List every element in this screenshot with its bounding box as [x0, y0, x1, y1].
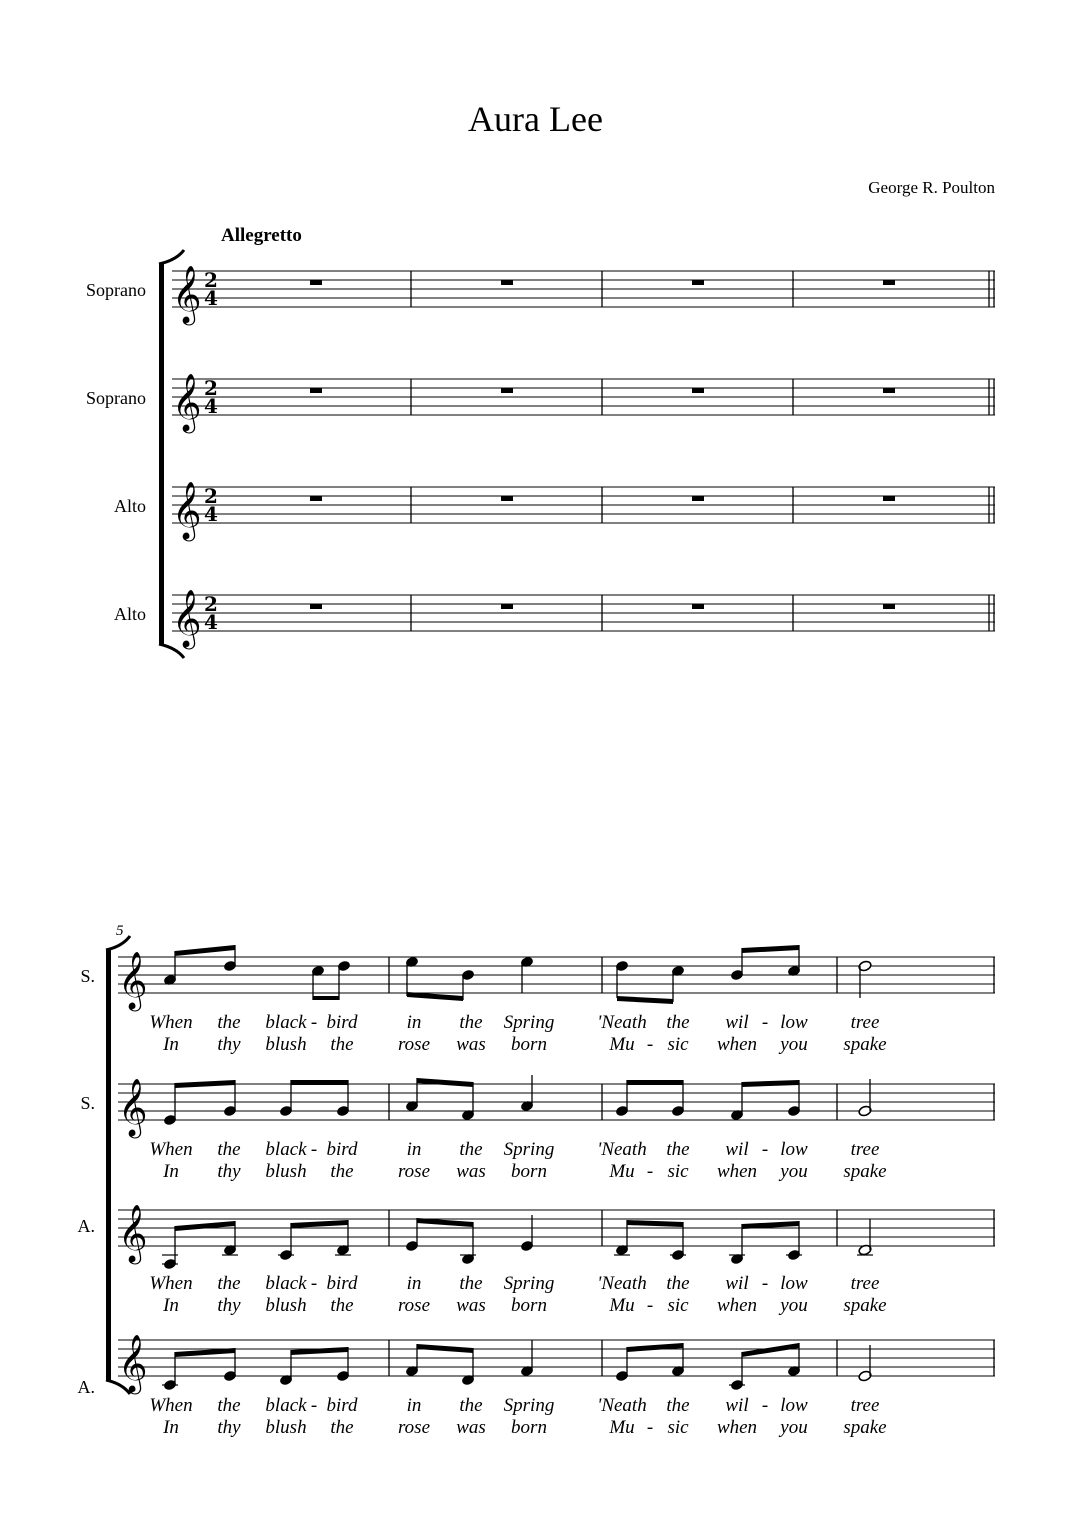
lyric-hyphen: - [646, 1161, 654, 1182]
staff-label-soprano-1: Soprano [86, 280, 146, 300]
lyric-syllable: bird [326, 1395, 358, 1416]
lyric-hyphen: - [310, 1395, 318, 1416]
measure-rests [310, 280, 895, 609]
lyric-syllable: was [456, 1034, 486, 1055]
system-2 [78, 923, 996, 1438]
lyric-syllable: bird [326, 1012, 358, 1033]
time-sig-denominator: 4 [204, 394, 218, 418]
system-1 [86, 250, 995, 658]
lyric-syllable: When [149, 1012, 193, 1033]
lyric-syllable: was [456, 1295, 486, 1316]
lyric-syllable: bird [326, 1273, 358, 1294]
lyric-syllable: you [780, 1295, 808, 1316]
lyric-syllable: the [666, 1139, 690, 1160]
treble-clef-icon: 𝄞 [118, 1204, 148, 1262]
time-sig-numerator: 2 [204, 484, 218, 508]
lyric-syllable: Mu [609, 1295, 635, 1316]
lyric-syllable: wil [725, 1139, 749, 1160]
lyric-syllable: spake [843, 1161, 887, 1182]
lyric-syllable: low [780, 1012, 808, 1033]
staff-label-alto-1-short: A. [77, 1216, 95, 1236]
lyric-syllable: low [780, 1273, 808, 1294]
lyric-syllable: the [330, 1295, 354, 1316]
lyric-syllable: the [217, 1012, 241, 1033]
lyric-hyphen: - [646, 1417, 654, 1438]
lyric-syllable: born [511, 1417, 547, 1438]
lyric-syllable: tree [850, 1395, 880, 1416]
notes-staff-2 [163, 1075, 872, 1126]
lyric-syllable: low [780, 1395, 808, 1416]
notes-staff-4 [162, 1340, 872, 1391]
time-sig-numerator: 2 [204, 376, 218, 400]
lyric-syllable: When [149, 1395, 193, 1416]
lyric-syllable: When [149, 1273, 193, 1294]
page-title: Aura Lee [468, 99, 603, 139]
lyric-syllable: sic [667, 1417, 689, 1438]
lyric-syllable: bird [326, 1139, 358, 1160]
lyric-syllable: thy [217, 1161, 241, 1182]
lyric-syllable: wil [725, 1395, 749, 1416]
lyric-hyphen: - [310, 1012, 318, 1033]
lyric-syllable: the [666, 1273, 690, 1294]
lyrics-staff-2 [149, 1139, 886, 1182]
lyric-syllable: tree [850, 1139, 880, 1160]
lyric-syllable: the [666, 1395, 690, 1416]
lyric-syllable: black [265, 1273, 307, 1294]
treble-clef-icon: 𝄞 [172, 589, 202, 647]
staff-label-alto-2-short: A. [77, 1377, 95, 1397]
lyric-syllable: was [456, 1417, 486, 1438]
lyric-syllable: in [406, 1139, 422, 1160]
lyric-hyphen: - [761, 1139, 769, 1160]
lyric-syllable: the [330, 1417, 354, 1438]
lyric-syllable: In [163, 1034, 179, 1055]
time-sig-denominator: 4 [204, 286, 218, 310]
lyric-hyphen: - [761, 1012, 769, 1033]
staff-lines-system-1 [172, 271, 995, 631]
lyric-syllable: the [459, 1395, 483, 1416]
lyric-syllable: rose [397, 1034, 431, 1055]
lyric-syllable: spake [843, 1417, 887, 1438]
lyric-syllable: tree [850, 1012, 880, 1033]
lyric-hyphen: - [761, 1273, 769, 1294]
lyric-syllable: blush [265, 1417, 307, 1438]
time-sig-denominator: 4 [204, 610, 218, 634]
lyrics-staff-4 [149, 1395, 886, 1438]
treble-clef-icon: 𝄞 [118, 951, 148, 1009]
lyric-syllable: when [716, 1295, 758, 1316]
lyric-syllable: was [456, 1161, 486, 1182]
lyric-syllable: when [716, 1417, 758, 1438]
lyric-syllable: sic [667, 1161, 689, 1182]
lyric-syllable: you [780, 1417, 808, 1438]
lyric-hyphen: - [761, 1395, 769, 1416]
measure-number: 5 [116, 923, 124, 939]
lyric-syllable: born [511, 1034, 547, 1055]
lyric-syllable: wil [725, 1273, 749, 1294]
staff-label-soprano-2-short: S. [80, 1093, 95, 1113]
lyric-syllable: Mu [609, 1161, 635, 1182]
lyric-hyphen: - [646, 1034, 654, 1055]
lyric-syllable: 'Neath [597, 1273, 647, 1294]
time-sig-denominator: 4 [204, 502, 218, 526]
treble-clef-icon: 𝄞 [118, 1078, 148, 1136]
lyric-syllable: when [716, 1161, 758, 1182]
lyric-syllable: blush [265, 1295, 307, 1316]
lyric-syllable: Spring [503, 1395, 555, 1416]
lyric-syllable: blush [265, 1161, 307, 1182]
lyric-syllable: black [265, 1139, 307, 1160]
lyric-syllable: spake [843, 1295, 887, 1316]
lyric-syllable: Spring [503, 1139, 555, 1160]
lyric-syllable: When [149, 1139, 193, 1160]
lyric-syllable: 'Neath [597, 1395, 647, 1416]
staff-label-soprano-2: Soprano [86, 388, 146, 408]
lyric-syllable: tree [850, 1273, 880, 1294]
lyric-syllable: the [459, 1012, 483, 1033]
lyric-syllable: born [511, 1295, 547, 1316]
lyric-syllable: in [406, 1395, 422, 1416]
lyric-syllable: the [330, 1161, 354, 1182]
lyric-syllable: low [780, 1139, 808, 1160]
lyric-syllable: thy [217, 1034, 241, 1055]
lyric-syllable: the [217, 1395, 241, 1416]
lyric-syllable: thy [217, 1417, 241, 1438]
lyric-syllable: black [265, 1395, 307, 1416]
lyric-syllable: Mu [609, 1417, 635, 1438]
lyric-syllable: sic [667, 1034, 689, 1055]
lyric-syllable: the [459, 1139, 483, 1160]
lyric-syllable: 'Neath [597, 1139, 647, 1160]
lyric-syllable: the [217, 1273, 241, 1294]
lyric-syllable: Spring [503, 1273, 555, 1294]
lyric-hyphen: - [310, 1273, 318, 1294]
lyric-syllable: 'Neath [597, 1012, 647, 1033]
lyric-syllable: the [666, 1012, 690, 1033]
lyric-hyphen: - [310, 1139, 318, 1160]
treble-clef-icon: 𝄞 [172, 373, 202, 431]
lyric-syllable: when [716, 1034, 758, 1055]
lyric-syllable: the [330, 1034, 354, 1055]
lyric-syllable: the [217, 1139, 241, 1160]
lyric-hyphen: - [646, 1295, 654, 1316]
lyric-syllable: blush [265, 1034, 307, 1055]
lyric-syllable: Mu [609, 1034, 635, 1055]
lyric-syllable: In [163, 1295, 179, 1316]
staff-label-soprano-1-short: S. [80, 966, 95, 986]
lyric-syllable: the [459, 1273, 483, 1294]
composer: George R. Poulton [868, 178, 995, 197]
lyric-syllable: In [163, 1417, 179, 1438]
time-sig-numerator: 2 [204, 268, 218, 292]
staff-label-alto-1: Alto [113, 496, 146, 516]
lyric-syllable: rose [397, 1295, 431, 1316]
lyric-syllable: rose [397, 1161, 431, 1182]
lyric-syllable: in [406, 1273, 422, 1294]
lyric-syllable: Spring [503, 1012, 555, 1033]
lyric-syllable: thy [217, 1295, 241, 1316]
lyric-syllable: wil [725, 1012, 749, 1033]
treble-clef-icon: 𝄞 [118, 1334, 148, 1392]
lyrics-staff-3 [149, 1273, 886, 1316]
treble-clef-icon: 𝄞 [172, 265, 202, 323]
lyric-syllable: in [406, 1012, 422, 1033]
staff-label-alto-2: Alto [113, 604, 146, 624]
lyric-syllable: spake [843, 1034, 887, 1055]
lyric-syllable: you [780, 1161, 808, 1182]
tempo-marking: Allegretto [221, 225, 302, 246]
barlines-system-1 [411, 271, 994, 631]
time-sig-numerator: 2 [204, 592, 218, 616]
lyric-syllable: you [780, 1034, 808, 1055]
lyrics-staff-1 [149, 1012, 886, 1055]
lyric-syllable: born [511, 1161, 547, 1182]
lyric-syllable: rose [397, 1417, 431, 1438]
lyric-syllable: In [163, 1161, 179, 1182]
lyric-syllable: black [265, 1012, 307, 1033]
lyric-syllable: sic [667, 1295, 689, 1316]
notes-staff-3 [162, 1215, 873, 1270]
treble-clef-icon: 𝄞 [172, 481, 202, 539]
